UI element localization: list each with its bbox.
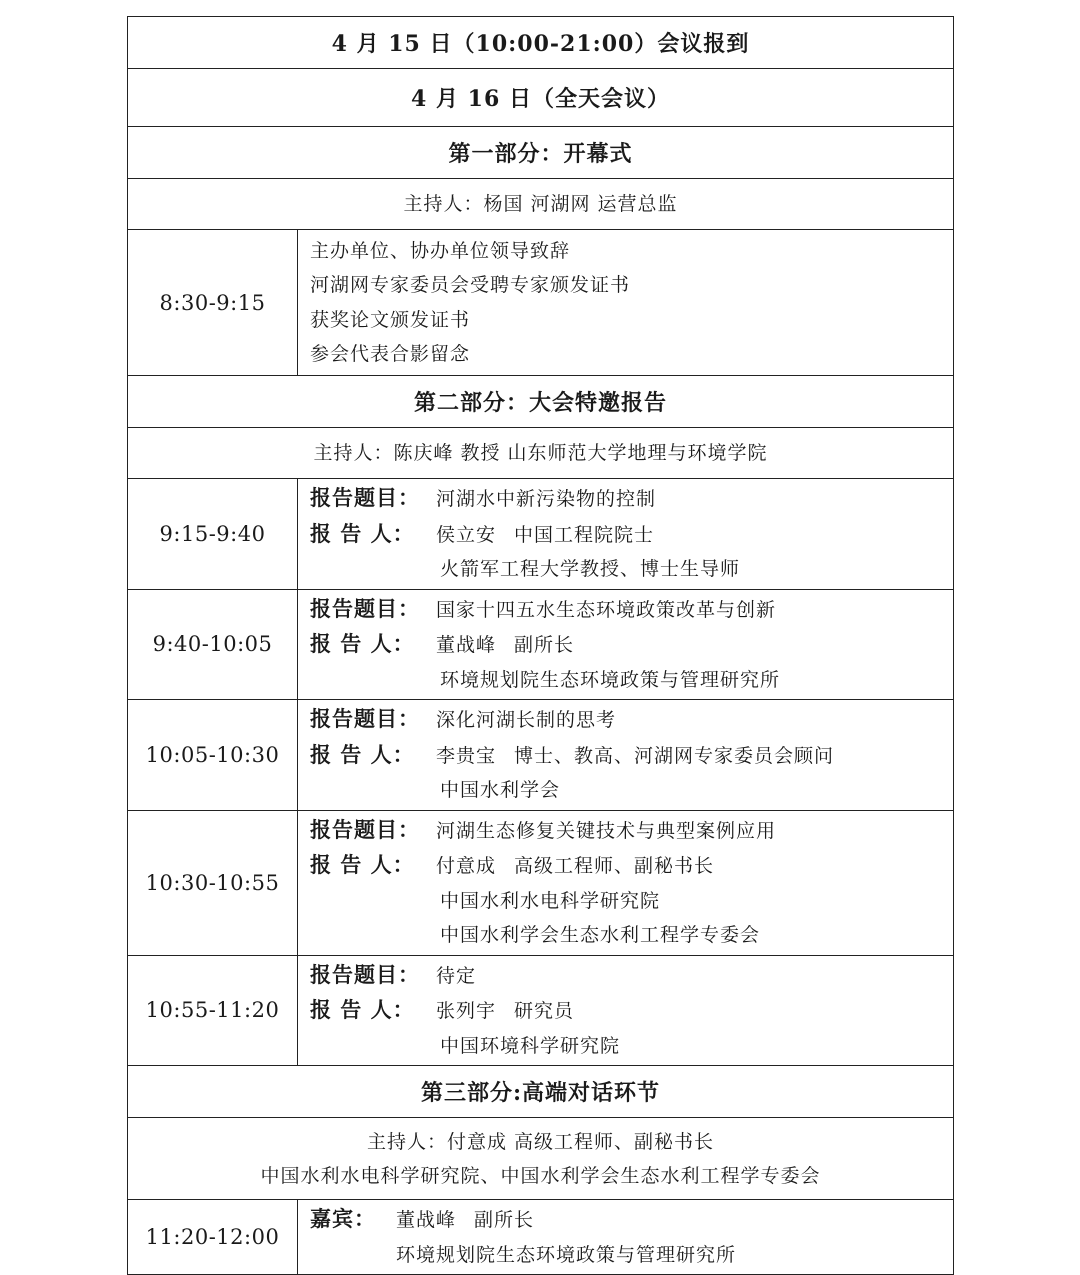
speaker-title: 高级工程师、副秘书长 (514, 855, 715, 877)
topic-label: 报告题目： (310, 706, 420, 731)
speaker-title: 研究员 (514, 1000, 575, 1022)
speaker-affiliation: 中国环境科学研究院 (440, 1034, 621, 1057)
part3-host (128, 1118, 954, 1200)
report-topic: 待定 (436, 964, 477, 987)
report-time: 9:15-9:40 (128, 479, 298, 590)
session-item: 主办单位、协办单位领导致辞 (310, 239, 571, 262)
day1-row (128, 17, 954, 69)
session-item: 河湖网专家委员会受聘专家颁发证书 (310, 274, 631, 296)
speaker-name: 侯立安 (436, 523, 497, 546)
speaker-affiliation: 环境规划院生态环境政策与管理研究所 (440, 668, 781, 691)
part1-title: 第一部分：开幕式 (128, 127, 954, 179)
part2-host: 主持人：陈庆峰 教授 山东师范大学地理与环境学院 (128, 428, 954, 479)
report-row (128, 479, 954, 590)
speaker-affiliation: 中国水利学会生态水利工程学专委会 (440, 924, 761, 946)
speaker-title: 博士、教高、河湖网专家委员会顾问 (514, 744, 835, 767)
part3-title: 第三部分:高端对话环节 (128, 1066, 954, 1118)
session-row (128, 230, 954, 376)
speaker-name: 付意成 (436, 855, 497, 877)
report-row (128, 589, 954, 700)
topic-label: 报告题目： (310, 961, 420, 987)
report-row (128, 810, 954, 955)
speaker-name: 张列宇 (436, 1000, 497, 1022)
session-time: 8:30-9:15 (128, 230, 298, 376)
speaker-name: 李贵宝 (436, 744, 497, 767)
guest-label: 嘉宾： (310, 1206, 376, 1231)
report-row (128, 700, 954, 811)
session-item: 获奖论文颁发证书 (310, 308, 471, 331)
speaker-affiliation: 火箭军工程大学教授、博士生导师 (440, 558, 741, 580)
speaker-label: 报 告 人： (310, 631, 415, 656)
part3-host-line: 中国水利水电科学研究院、中国水利学会生态水利工程学专委会 (260, 1164, 821, 1187)
dialogue-row (128, 1200, 954, 1275)
speaker-name: 董战峰 (436, 634, 497, 656)
part2-row (128, 376, 954, 428)
speaker-label: 报 告 人： (310, 997, 415, 1022)
speaker-label: 报 告 人： (310, 852, 415, 877)
report-time: 10:05-10:30 (128, 700, 298, 811)
report-topic: 河湖水中新污染物的控制 (436, 488, 657, 510)
speaker-label: 报 告 人： (310, 520, 415, 546)
part1-host-row (128, 179, 954, 230)
day2-row (128, 69, 954, 127)
guest-title: 副所长 (474, 1209, 535, 1231)
report-details (298, 589, 954, 700)
dialogue-details (298, 1200, 954, 1275)
report-topic: 深化河湖长制的思考 (436, 709, 617, 731)
part3-host-line: 主持人：付意成 高级工程师、副秘书长 (366, 1130, 715, 1153)
report-time: 10:30-10:55 (128, 810, 298, 955)
agenda-table (127, 16, 954, 1275)
report-details (298, 810, 954, 955)
part2-title: 第二部分：大会特邀报告 (128, 376, 954, 428)
topic-label: 报告题目： (310, 485, 420, 510)
report-details (298, 479, 954, 590)
part1-row (128, 127, 954, 179)
part3-host-row (128, 1118, 954, 1200)
report-topic: 国家十四五水生态环境政策改革与创新 (436, 598, 777, 621)
report-details (298, 955, 954, 1066)
part2-host-row (128, 428, 954, 479)
part1-host: 主持人：杨国 河湖网 运营总监 (128, 179, 954, 230)
topic-label: 报告题目： (310, 816, 420, 842)
session-items (298, 230, 954, 376)
guest-name: 董战峰 (396, 1209, 457, 1231)
speaker-affiliation: 中国水利学会 (440, 779, 561, 801)
report-row (128, 955, 954, 1066)
speaker-title: 副所长 (514, 634, 575, 656)
report-time: 9:40-10:05 (128, 589, 298, 700)
report-topic: 河湖生态修复关键技术与典型案例应用 (436, 819, 777, 842)
session-item: 参会代表合影留念 (310, 343, 471, 365)
day1-heading: 4 月 15 日（10:00-21:00）会议报到 (128, 17, 954, 69)
report-details (298, 700, 954, 811)
speaker-affiliation: 中国水利水电科学研究院 (440, 889, 661, 912)
speaker-title: 中国工程院院士 (514, 523, 655, 546)
dialogue-time: 11:20-12:00 (128, 1200, 298, 1275)
speaker-label: 报 告 人： (310, 741, 415, 767)
guest-affiliation: 环境规划院生态环境政策与管理研究所 (396, 1243, 737, 1266)
part3-row (128, 1066, 954, 1118)
topic-label: 报告题目： (310, 595, 420, 621)
report-time: 10:55-11:20 (128, 955, 298, 1066)
day2-heading: 4 月 16 日（全天会议） (128, 69, 954, 127)
